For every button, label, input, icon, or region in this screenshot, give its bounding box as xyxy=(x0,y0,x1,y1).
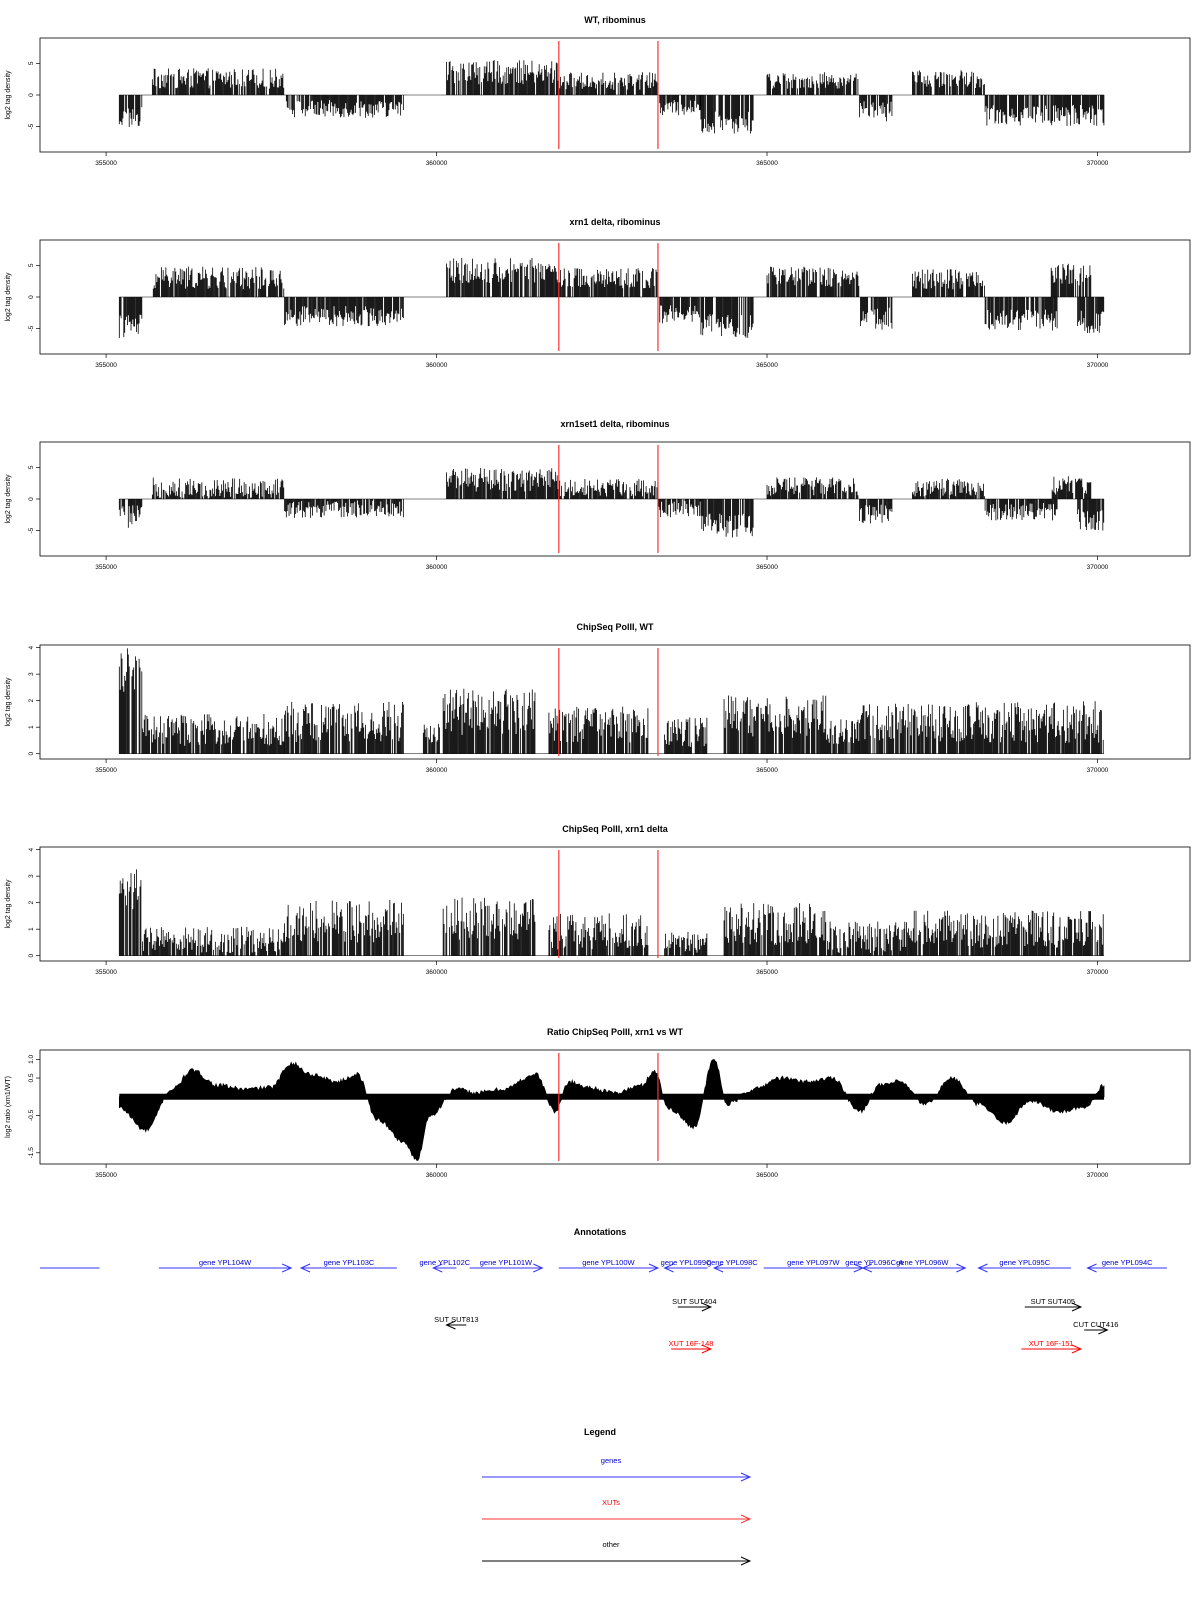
y-tick-label: 0 xyxy=(28,497,35,501)
annotation-label: gene YPL100W xyxy=(582,1258,635,1267)
y-tick-label: 1 xyxy=(28,927,35,931)
x-tick-label: 370000 xyxy=(1086,160,1109,167)
legend-title: Legend xyxy=(583,1427,617,1437)
legend-label: genes xyxy=(600,1456,622,1465)
annotation-item[interactable] xyxy=(1025,1297,1081,1311)
chart-panels xyxy=(5,15,1190,1179)
annotation-item[interactable] xyxy=(1088,1258,1167,1272)
panel-title: WT, ribominus xyxy=(584,15,646,25)
y-axis-label: log2 tag density xyxy=(5,474,12,524)
y-tick-label: 5 xyxy=(28,465,35,470)
annotation-label: gene YPL094C xyxy=(1101,1258,1153,1267)
annotation-label: gene YPL101W xyxy=(479,1258,533,1267)
y-tick-label: 2 xyxy=(28,698,35,703)
annotation-label: XUT 16F-151 xyxy=(1028,1339,1074,1348)
y-axis-label: log2 tag density xyxy=(5,677,12,727)
x-tick-label: 365000 xyxy=(756,362,778,369)
x-tick-label: 360000 xyxy=(425,362,448,369)
y-axis-label: log2 tag density xyxy=(5,879,12,929)
annotation-item[interactable] xyxy=(845,1258,903,1272)
signal-bars xyxy=(119,869,1103,955)
y-tick-label: 5 xyxy=(28,61,35,66)
x-tick-label: 365000 xyxy=(756,1172,778,1179)
y-tick-label: -5 xyxy=(28,325,35,332)
panel-title: Ratio ChipSeq PolII, xrn1 vs WT xyxy=(546,1027,684,1037)
annotation-label: XUT 16F-148 xyxy=(668,1339,714,1348)
annotation-label: gene YPL104W xyxy=(198,1258,252,1267)
x-tick-label: 355000 xyxy=(95,767,117,774)
panel-title: xrn1set1 delta, ribominus xyxy=(560,419,670,429)
y-tick-label: -5 xyxy=(28,123,35,130)
x-tick-label: 355000 xyxy=(95,564,117,571)
y-tick-label: 2 xyxy=(28,900,35,905)
annotation-label: SUT SUT404 xyxy=(672,1297,717,1306)
annotation-label: CUT CUT416 xyxy=(1073,1320,1119,1329)
y-axis-label: log2 ratio (xrn1/WT) xyxy=(5,1076,12,1138)
signal-bars xyxy=(119,258,1103,338)
annotation-label: gene YPL095C xyxy=(999,1258,1051,1267)
y-tick-label: 0 xyxy=(28,751,35,756)
y-tick-label: 4 xyxy=(28,645,35,650)
annotation-label: gene YPL099C xyxy=(660,1258,712,1267)
annotation-label: gene YPL097W xyxy=(787,1258,840,1267)
x-tick-label: 360000 xyxy=(425,160,448,167)
signal-bars xyxy=(119,60,1104,133)
x-tick-label: 360000 xyxy=(425,767,448,774)
legend-entry xyxy=(482,1540,750,1565)
annotation-item[interactable] xyxy=(559,1258,658,1272)
x-tick-label: 370000 xyxy=(1086,1172,1109,1179)
legend-panel xyxy=(482,1427,750,1565)
x-tick-label: 370000 xyxy=(1086,767,1109,774)
annotation-label: gene YPL096C-A xyxy=(845,1258,904,1267)
x-tick-label: 365000 xyxy=(756,969,778,976)
annotation-label: gene YPL096W xyxy=(896,1258,949,1267)
panel-5 xyxy=(5,824,1190,976)
x-tick-label: 355000 xyxy=(95,362,117,369)
legend-entry xyxy=(482,1498,750,1523)
legend-label: other xyxy=(602,1540,620,1549)
annotation-item[interactable] xyxy=(1073,1320,1118,1334)
annotation-item[interactable] xyxy=(979,1258,1072,1272)
ratio-area xyxy=(119,1059,1104,1160)
annotation-label: SUT SUT813 xyxy=(434,1315,479,1324)
x-tick-label: 355000 xyxy=(95,160,117,167)
annotation-item[interactable] xyxy=(470,1258,543,1272)
y-tick-label: 1 xyxy=(28,725,35,729)
annotation-item[interactable] xyxy=(159,1258,291,1272)
y-tick-label: 0 xyxy=(28,93,35,97)
annotation-item[interactable] xyxy=(669,1339,714,1353)
panel-title: ChipSeq PolII, WT xyxy=(576,622,654,632)
y-tick-label: 0 xyxy=(28,953,35,958)
panel-6 xyxy=(5,1027,1190,1179)
y-tick-label: 3 xyxy=(28,672,35,676)
annotation-label: gene YPL098C xyxy=(706,1258,758,1267)
annotation-label: SUT SUT405 xyxy=(1030,1297,1076,1306)
legend-label: XUTs xyxy=(602,1498,620,1507)
annotation-label: gene YPL102C xyxy=(419,1258,471,1267)
x-tick-label: 355000 xyxy=(95,969,117,976)
y-tick-label: 0 xyxy=(28,295,35,299)
annotation-item[interactable] xyxy=(419,1258,470,1272)
annotation-item[interactable] xyxy=(707,1258,758,1272)
x-tick-label: 365000 xyxy=(756,564,778,571)
y-tick-label: 1.0 xyxy=(28,1054,35,1064)
x-tick-label: 365000 xyxy=(756,767,778,774)
y-tick-label: -1.5 xyxy=(28,1147,35,1159)
panel-2 xyxy=(5,217,1190,369)
y-tick-label: 5 xyxy=(28,263,35,268)
panel-4 xyxy=(5,622,1190,774)
y-axis-label: log2 tag density xyxy=(5,70,12,120)
x-tick-label: 370000 xyxy=(1086,969,1109,976)
x-tick-label: 360000 xyxy=(425,564,448,571)
annotation-item[interactable] xyxy=(672,1297,716,1311)
x-tick-label: 365000 xyxy=(756,160,778,167)
annotations-title: Annotations xyxy=(573,1227,627,1237)
x-tick-label: 370000 xyxy=(1086,362,1109,369)
x-tick-label: 360000 xyxy=(425,1172,448,1179)
x-tick-label: 370000 xyxy=(1086,564,1109,571)
signal-bars xyxy=(119,648,1103,753)
annotation-item[interactable] xyxy=(661,1258,712,1272)
annotation-label: gene YPL103C xyxy=(323,1258,375,1267)
x-tick-label: 355000 xyxy=(95,1172,117,1179)
legend-entry xyxy=(482,1456,750,1481)
panel-3 xyxy=(5,419,1190,571)
annotation-item[interactable] xyxy=(301,1258,397,1272)
y-tick-label: -5 xyxy=(28,527,35,534)
annotations-panel xyxy=(40,1227,1167,1353)
annotation-item[interactable] xyxy=(1021,1339,1080,1353)
y-tick-label: -0.5 xyxy=(28,1109,35,1122)
panel-title: xrn1 delta, ribominus xyxy=(569,217,661,227)
y-tick-label: 0.5 xyxy=(28,1073,35,1083)
annotation-item[interactable] xyxy=(434,1315,478,1329)
y-axis-label: log2 tag density xyxy=(5,272,12,322)
panel-1 xyxy=(5,15,1190,167)
baseline-band xyxy=(119,1094,1104,1100)
panel-title: ChipSeq PolII, xrn1 delta xyxy=(562,824,668,834)
x-tick-label: 360000 xyxy=(425,969,448,976)
y-tick-label: 4 xyxy=(28,847,35,852)
y-tick-label: 3 xyxy=(28,874,35,878)
signal-bars xyxy=(119,468,1103,537)
